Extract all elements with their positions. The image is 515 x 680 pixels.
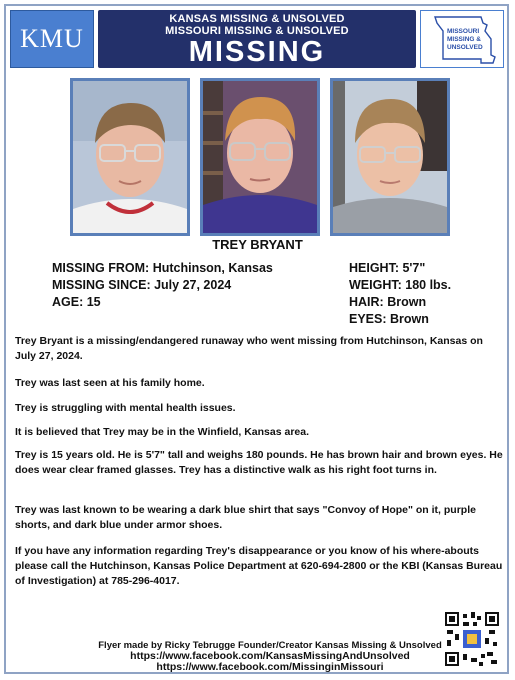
age: AGE: 15: [52, 295, 101, 309]
paragraph-description: Trey is 15 years old. He is 5'7" tall and weighs 180 pounds. He has brown hair and brown eyes. He does wear clear framed glasses. Trey has a distinctive walk as his right foot turns in.: [15, 449, 503, 476]
footer-link-kansas[interactable]: https://www.facebook.com/KansasMissingAndUnsolved: [130, 650, 410, 662]
paragraph-clothing: Trey was last known to be wearing a dark blue shirt that says "Convoy of Hope" on it, purple shorts, and dark blue under armor shoes.: [15, 504, 476, 531]
missing-from: MISSING FROM: Hutchinson, Kansas: [52, 261, 273, 275]
kmu-logo-text: KMU: [20, 24, 84, 53]
paragraph-intro: Trey Bryant is a missing/endangered runaway who went missing from Hutchinson, Kansas on July 27, 2024.: [15, 335, 483, 362]
paragraph-contact: If you have any information regarding Trey's disappearance or you know of his where-abouts please call the Hutchinson, Kansas Police Department at 620-694-2800 or the KBI (Kansas Bureau of Investigation) at 785-296-4017.: [15, 545, 503, 587]
missouri-logo: [420, 10, 504, 68]
facts-right: [349, 260, 451, 328]
kmu-logo: [10, 10, 94, 68]
banner-line-kansas: KANSAS MISSING & UNSOLVED: [169, 13, 345, 25]
missouri-logo-text: MISSOURI MISSING & UNSOLVED: [447, 28, 483, 51]
height: HEIGHT: 5'7": [349, 261, 426, 275]
banner-title: MISSING: [188, 36, 326, 68]
qr-code-icon[interactable]: [443, 610, 501, 668]
hair: HAIR: Brown: [349, 295, 427, 309]
person-name: TREY BRYANT: [212, 237, 303, 252]
footer-credit: Flyer made by Ricky Tebrugge Founder/Creator Kansas Missing & Unsolved: [98, 640, 442, 651]
paragraph-mental-health: Trey is struggling with mental health issues.: [15, 402, 236, 414]
footer: [60, 640, 480, 673]
banner-line-missouri: MISSOURI MISSING & UNSOLVED: [165, 25, 349, 37]
footer-link-missouri[interactable]: https://www.facebook.com/MissinginMissouri: [156, 661, 384, 673]
paragraph-location: It is believed that Trey may be in the Winfield, Kansas area.: [15, 426, 310, 438]
facts-left: [52, 260, 273, 311]
eyes: EYES: Brown: [349, 312, 429, 326]
weight: WEIGHT: 180 lbs.: [349, 278, 452, 292]
photo-3: [330, 78, 450, 236]
photo-1: [70, 78, 190, 236]
paragraph-last-seen: Trey was last seen at his family home.: [15, 377, 205, 389]
photo-2: [200, 78, 320, 236]
header-banner: [98, 10, 416, 68]
missing-since: MISSING SINCE: July 27, 2024: [52, 278, 232, 292]
